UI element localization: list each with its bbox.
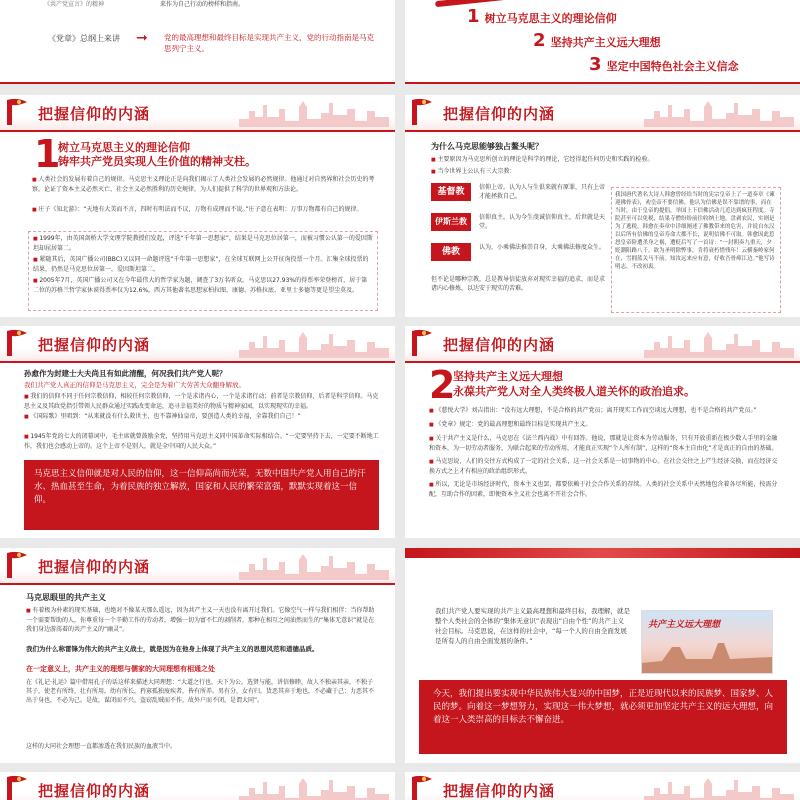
bullet-item: ■ 《党章》规定：党的最高理想和最终目标是实现共产主义。	[429, 420, 781, 430]
slide-header	[0, 548, 395, 584]
section-title: 坚持共产主义远大理想	[453, 370, 563, 383]
quote-right: 来作为自己行动的榜样和指南。	[160, 1, 245, 8]
header-title: 把握信仰的内涵	[38, 782, 151, 800]
question-heading: 孙愈作为封建士大夫尚且有如此清醒，何况我们共产党人呢？	[24, 369, 227, 378]
bullet-item: ■ 所以，无论是市场经济时代，资本主义也罢，都要依赖于社会合作关系的存续。人类的社会关系中天然地包含着各尽所能，按需分配，互助合作的因素，即便资本主义社会也离不开社会合作。	[429, 480, 781, 499]
slide-2	[0, 95, 395, 317]
section-title: 树立马克思主义的理论信仰	[58, 141, 190, 154]
paragraph-faith: ■ 我们的信仰不同于任何宗教信仰，相较任何宗教信仰，一个是求诸内心，一个是求诸行动；前者是宗教信仰，后者是科学信仰。马克思主义及其政党指引带领人民群众通过实践改变命运，追寻幸福美好的物质与精神家园，以实现现实的幸福。	[24, 392, 379, 411]
city-skyline-icon	[644, 776, 794, 800]
slide-header	[0, 326, 395, 362]
slide-header	[405, 95, 800, 131]
flag-icon	[409, 774, 435, 800]
outline-item-2: 2 坚持共产主义远大理想	[533, 30, 661, 51]
highlight-box: 马克思主义信仰就是对人民的信仰，这一信仰高尚而光荣，无数中国共产党人用自己的汗水、热血甚至生命，为着民族的独立解放，国家和人民的繁荣富强，默默实现着这一信仰。	[24, 460, 379, 530]
section-number: 1	[34, 132, 61, 176]
slide-0	[0, 0, 395, 84]
bullet-item: ■ 关于共产主义是什么，马克思在《法兰西内战》中有回答。他说，那就是让资本为劳动服务，只有开放重新在极少数人手里的金融和资本，为一切劳动者服务，为联合起来的劳动所用，才能真正实现“个人所有制”，这样的“资本主自由化”才是真正的自由的基础。	[429, 434, 781, 453]
header-title: 把握信仰的内涵	[443, 336, 556, 354]
outline-item-3: 3 坚定中国特色社会主义信念	[589, 54, 739, 75]
paragraph-mao: ■ 1945年党的七大的闭幕词中，毛主席就曾鼓励全党，坚持用马克思主义同中国革命实际相结合。“一定要坚持下去，一定要不断地工作，我们也会感动上帝的。这个上帝不是别人，就是全中国的人民大众。”	[24, 432, 379, 451]
city-skyline-icon	[644, 99, 794, 127]
flag-icon	[4, 328, 30, 358]
charter-label: 《党章》总纲上来讲	[48, 34, 120, 43]
slide-8	[0, 772, 395, 800]
charter-text: 党的最高理想和最终目标是实现共产主义，党的行动指南是马克思列宁主义。	[164, 33, 374, 53]
slide-header	[405, 326, 800, 362]
paragraph-communism: ■ 有着极为朴素的现实基础，也绝对不像某天那么遥远，因为共产主义一天也没有离开过我们。它像空气一样与我们相伴：当你帮助一个需要帮助的人，你尊重每一个辛勤工作的劳动者，增强一切为富不仁的剥削者，那种在相互之间油然而生的“集体无意识”就是在我们身边游荡着的共产主义的“幽灵”。	[26, 606, 378, 634]
paragraph-ideal: 我们共产党人要实现的共产主义最高理想和最终目标，我理解，就是整个人类社会的全体的“集体无意识”表现出“自由个性”的共产主义社会目标。马克思说，在这样的社会中，“每一个人的自由全面发展是所有人的自由全面发展的条件。”	[435, 607, 630, 645]
header-title: 把握信仰的内涵	[38, 558, 151, 576]
leifeng-note: 我们为什么称雷锋为伟大的共产主义战士，就是因为在他身上体现了共产主义的思想风范和道德品质。	[26, 645, 319, 653]
poster-title: 共产主义远大理想	[648, 620, 721, 630]
slide-5	[405, 326, 800, 538]
intro-text: ■ 主要原因为马克思所创立的理论是科学的理论，它经得起任何历史和实践的检验。	[431, 155, 781, 165]
slide-4	[0, 326, 395, 538]
fact-item: ■ 紧随其后，英国广播公司(BBC)又以同一命题评选“千年第一思想家”，在全球互联网上公开征询投票一个月。汇集全球投票的结果，仍然是马克思位居第一，爱因斯坦第二。	[33, 255, 373, 274]
slide-9	[405, 772, 800, 800]
section-number: 2	[429, 363, 456, 407]
paragraph-internationale: ■ 《国际歌》里唱到：“从来就没有什么救世主，也不靠神仙皇帝，要创造人类的幸福，全靠我们自己！”	[24, 412, 379, 422]
quote-left: 《共产党宣言》的精神	[44, 1, 105, 8]
bullet-list	[429, 406, 781, 499]
religions-lead: ■ 当今世界上公认有三大宗教：	[431, 167, 515, 177]
highlight-box: 今天，我们提出要实现中华民族伟大复兴的中国梦，正是近现代以来的民族梦、国家梦、人民的梦。向着这一梦想努力，实现这一伟大梦想，就必须更加坚定共产主义的远大理想，向着这一人类崇高的目标去不懈奋进。	[419, 680, 787, 754]
arrow-right-icon: ➞	[136, 30, 148, 46]
slide-header	[405, 772, 800, 800]
question-heading: 为什么马克思能够独占鳌头呢？	[431, 142, 543, 151]
paragraph-closing: 这样的大同社会理想一直都渗透在我们民族的血液当中。	[26, 743, 177, 750]
section-subtitle: 铸牢共产党员实现人生价值的精神支柱。	[58, 155, 256, 168]
slide-header	[0, 95, 395, 131]
question-heading: 马克思眼里的共产主义	[26, 593, 106, 602]
city-skyline-icon	[239, 99, 389, 127]
slide-bottom-rule	[0, 82, 395, 84]
slide-header	[0, 772, 395, 800]
flag-icon	[409, 97, 435, 127]
slide-7	[405, 548, 800, 763]
monument-icon	[642, 633, 772, 673]
poster-image	[641, 610, 773, 674]
paragraph-datong: 在《礼记·礼运》篇中借用孔子的话这样来描述大同理想：“大道之行也，天下为公。选贤与能，讲信修睦，故人不独亲其亲，不独子其子，使老有所终，壮有所用，幼有所长，矜寡孤独废疾者，皆有所养。男有分，女有归。货恶其弃于地也，不必藏于己；力恶其不出于身也，不必为己。是故，谋闭而不兴，盗窃乱贼而不作，故外户而不闭，是谓大同”。	[26, 679, 375, 704]
sub-heading: 我们共产党人真正的信仰是马克思主义，完全是为着广大劳苦大众翻身解放。	[24, 381, 245, 389]
slide-6	[0, 548, 395, 763]
flag-icon	[4, 774, 30, 800]
section-subtitle: 永葆共产党人对全人类终极人道关怀的政治追求。	[453, 385, 695, 398]
slide-bottom-rule	[405, 82, 800, 84]
header-title: 把握信仰的内涵	[443, 782, 556, 800]
city-skyline-icon	[239, 330, 389, 358]
header-title: 把握信仰的内涵	[38, 336, 151, 354]
datong-heading: 在一定意义上，共产主义的理想与儒家的大同理想有相通之处	[26, 665, 215, 673]
hanyu-story-box: 我国唐代著名大诗人韩愈曾经给当时的宪宗皇帝上了一道奏章《谏迎佛骨表》，劝皇帝不要信佛。他认为信佛是误不靠谱的事，而在当时，由于皇帝的提倡，举国上下信佛活动几近达到疯狂程度。寺院甚至可以免税，结果寺僧纷纷前往收纳土地，盘剥农民，实则是为了逃税。韩愈在奏章中详细阐述了佛教带来的危害，并说自东汉以后所有信佛的皇帝寿命大都不长，说明信佛不可取。韩愈因此惹怒皇帝险遭杀身之祸，遭贬后写了一首诗：“一封朝奏九重天，夕贬潮阳路八千。欲为圣明除弊事，肯将衰朽惜残年！云横秦岭家何在，雪拥蓝关马不前。知汝远来应有意，好收吾骨瘴江边。”他写诗明志，不改初衷。	[611, 187, 781, 313]
flag-icon	[4, 550, 30, 580]
fact-item: ■ 1999年，由英国剑桥大学文理学院教授们发起，评选“千年第一思想家”，结果是马克思位居第一，而被习惯公认第一的爱因斯坦却屈居第二。	[33, 234, 373, 253]
slide-3: 把握信仰的内涵 为什么马克思能够独占鳌头呢？ ■ 主要原因为马克思所创立的理论是科学的理论，它经得起任何历史和实践的检验。 ■ 当今世界上公认有三大宗教： 基督教 信仰上帝。认为人与生俱来就有原罪，只有上帝才能拯救自己。 伊斯兰教 信仰真主。认为今生虔诚信仰真主，后世就是天堂。 佛教 认为，小乘佛法推崇自身，大乘佛法修度众生。 但不论是哪种宗教，总是教导信徒放弃对现实幸福的追求，而是求诸内心修炼，以达安于现实的苦难。 我国唐代著名大诗人韩愈曾经给当时的宪宗皇帝上了一道奏章《谏迎佛骨表》，劝皇帝不要信佛。他认为信佛是误不靠谱的事，而在当时，由于皇帝的提倡，举国上下信佛活动几近达到疯狂程度。寺院甚至可以免税，结果寺僧纷纷前往收纳土地，盘剥农民，实则是为了逃税。韩愈在奏章中详细阐述了佛教带来的危害，并说自东汉以后所有信佛的皇帝寿命大都不长，说明信佛不可取。韩愈因此惹怒皇帝险遭杀身之祸，遭贬后写了一首诗：“一封朝奏九重天，夕贬潮阳路八千。欲为圣明除弊事，肯将衰朽惜残年！云横秦岭家何在，雪拥蓝关马不前。知汝远来应有意，好收吾骨瘴江边。”他写诗明志，不改初衷。	[405, 95, 800, 317]
header-title: 把握信仰的内涵	[443, 105, 556, 123]
flag-icon	[409, 328, 435, 358]
bullet-item: ■ 《慈悦大学》刘吉指出：“没有远大理想，不是合格的共产党员；离开现实工作而空谈远大理想，也不是合格的共产党员。”	[429, 406, 781, 416]
paragraph-zhuangzi: ■ 庄子《知北游》：“天地有大美而不言，四时有明法而不议，万物有成理而不说。”庄子意在表明：万事万物都有自己的规律。	[32, 205, 382, 215]
fact-item: ■ 2005年7月，英国广播公司又在今年最伟大的哲学家为题，调查了3万名听众。马克思以27.93%的得票率荣登榜首，居于第二位的苏格兰哲学家休谟得票率仅为12.6%。西方其他著名思想家柏拉图、康德、苏格拉底、亚里士多德等更是望尘莫及。	[33, 276, 373, 295]
slide-1	[405, 0, 800, 84]
bullet-item: ■ 马克思说，人们的交往方式构成了一定的社会关系，这一社会关系是一切事物的中心。在社会交往之上产生经济交换，而在经济交换方式之上才有相应的政治组织形式。	[429, 457, 781, 476]
religions-conclusion: 但不论是哪种宗教，总是教导信徒放弃对现实幸福的追求，而是求诸内心修炼，以达安于现实的苦难。	[431, 276, 606, 292]
header-title: 把握信仰的内涵	[38, 105, 151, 123]
city-skyline-icon	[239, 552, 389, 580]
city-skyline-icon	[644, 330, 794, 358]
facts-box	[28, 231, 378, 311]
flag-icon	[4, 97, 30, 127]
paragraph-laws: ■ 人类社会的发展有着自己的规律。马克思主义理论正是向我们揭示了人类社会发展的必然规律。他通过对自然界和社会历史的考察，论证了资本主义必然灭亡、社会主义必然胜利的历史规律，为人们提供了科学的世界观和方法论。	[32, 175, 382, 194]
swoosh-decoration	[405, 548, 800, 558]
city-skyline-icon	[239, 776, 389, 800]
outline-item-1: 1 树立马克思主义的理论信仰	[467, 6, 617, 27]
